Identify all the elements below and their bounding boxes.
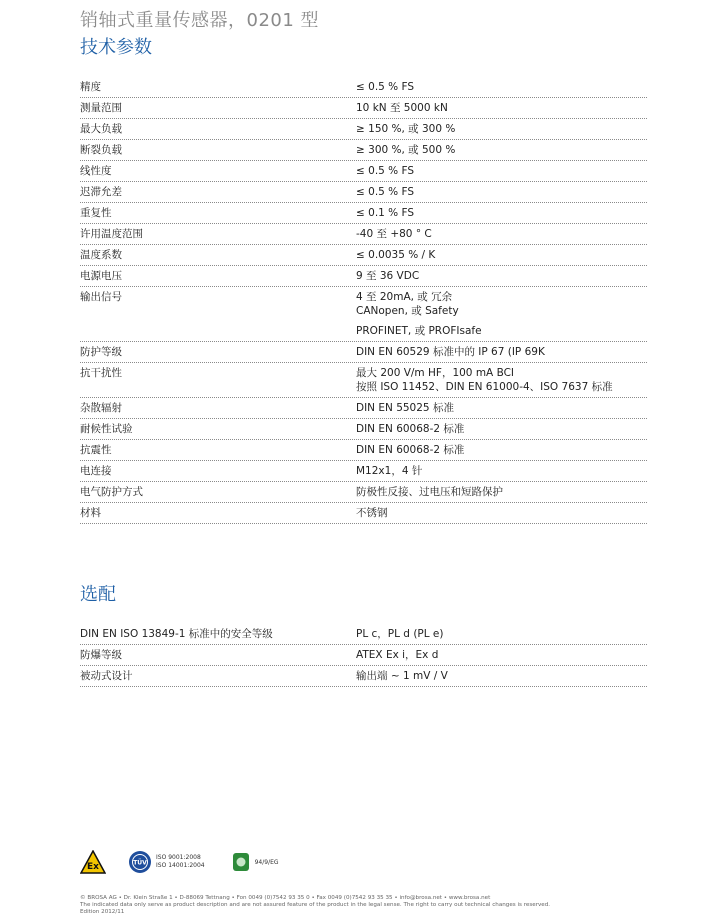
spec-label: 杂散辐射 bbox=[80, 402, 122, 414]
spec-row bbox=[80, 287, 647, 342]
eu-directive-icon bbox=[231, 850, 251, 874]
spec-row bbox=[80, 77, 647, 98]
spec-value bbox=[356, 164, 647, 178]
option-value-line: 输出端 ~ 1 mV / V bbox=[356, 670, 448, 682]
footer-disclaimer: The indicated data only serve as product description and are not assured feature of the product in the legal sense. The right to carry out technical changes is reserved. bbox=[80, 902, 551, 908]
footer-edition: Edition 2012/11 bbox=[80, 909, 125, 915]
spec-row bbox=[80, 440, 647, 461]
spec-value bbox=[356, 345, 647, 359]
spec-row bbox=[80, 119, 647, 140]
spec-row bbox=[80, 363, 647, 398]
spec-label: 重复性 bbox=[80, 207, 112, 219]
spec-row bbox=[80, 342, 647, 363]
spec-value-line: 4 至 20mA, 或 冗余 bbox=[356, 291, 453, 303]
spec-label: 电源电压 bbox=[80, 270, 122, 282]
spec-value-line: 防极性反接、过电压和短路保护 bbox=[356, 486, 503, 498]
spec-value bbox=[356, 143, 647, 157]
spec-value-line: DIN EN 60068-2 标准 bbox=[356, 423, 465, 435]
spec-value-line: PROFINET, 或 PROFIsafe bbox=[356, 325, 482, 337]
spec-value-line: 不锈钢 bbox=[356, 507, 388, 519]
spec-row bbox=[80, 140, 647, 161]
ex-atex-icon bbox=[80, 850, 106, 874]
spec-label: 精度 bbox=[80, 81, 101, 93]
specs-heading: 技术参数 bbox=[80, 37, 152, 58]
spec-row bbox=[80, 503, 647, 524]
spec-value bbox=[356, 206, 647, 220]
ex-mark-text: Ex bbox=[87, 862, 99, 872]
option-label: 防爆等级 bbox=[80, 649, 122, 661]
options-table bbox=[80, 624, 647, 687]
iso-certifications bbox=[156, 854, 205, 870]
spec-label: 输出信号 bbox=[80, 291, 122, 303]
spec-row bbox=[80, 203, 647, 224]
spec-value bbox=[356, 122, 647, 136]
spec-value-line: 9 至 36 VDC bbox=[356, 270, 420, 282]
spec-value-line: -40 至 +80 ° C bbox=[356, 228, 432, 240]
spec-row bbox=[80, 266, 647, 287]
spec-value-line: DIN EN 60068-2 标准 bbox=[356, 444, 465, 456]
spec-label: 许用温度范围 bbox=[80, 228, 143, 240]
spec-row bbox=[80, 398, 647, 419]
option-label: DIN EN ISO 13849-1 标准中的安全等级 bbox=[80, 628, 273, 640]
spec-value bbox=[356, 422, 647, 436]
spec-label: 抗震性 bbox=[80, 444, 112, 456]
spec-row bbox=[80, 161, 647, 182]
spec-value bbox=[356, 443, 647, 457]
spec-row bbox=[80, 419, 647, 440]
option-label: 被动式设计 bbox=[80, 670, 133, 682]
spec-value bbox=[356, 80, 647, 94]
certification-logos bbox=[80, 848, 279, 876]
spec-value-line: 最大 200 V/m HF，100 mA BCI bbox=[356, 367, 515, 379]
spec-row bbox=[80, 245, 647, 266]
spec-row bbox=[80, 482, 647, 503]
spec-label: 耐候性试验 bbox=[80, 423, 133, 435]
spec-value-line: ≥ 150 %, 或 300 % bbox=[356, 123, 456, 135]
spec-value bbox=[356, 464, 647, 478]
option-row bbox=[80, 645, 647, 666]
footer-address: © BROSA AG • Dr. Klein Straße 1 • D-88069 Tettnang • Fon 0049 (0)7542 93 35 0 • Fax 0049 (0)7542 93 35 35 • info@brosa.net • www.brosa.net bbox=[80, 895, 491, 901]
spec-value-line: ≤ 0.5 % FS bbox=[356, 81, 415, 93]
spec-value-line: 10 kN 至 5000 kN bbox=[356, 102, 448, 114]
tuv-seal-icon bbox=[128, 850, 152, 874]
spec-value-line: 按照 ISO 11452、DIN EN 61000-4、ISO 7637 标准 bbox=[356, 381, 613, 393]
spec-value bbox=[356, 227, 647, 241]
spec-value bbox=[356, 269, 647, 283]
iso-14001-label: ISO 14001:2004 bbox=[156, 862, 205, 869]
spec-value bbox=[356, 401, 647, 415]
option-row bbox=[80, 666, 647, 687]
spec-label: 材料 bbox=[80, 507, 101, 519]
spec-label: 最大负载 bbox=[80, 123, 122, 135]
spec-label: 迟滞允差 bbox=[80, 186, 122, 198]
iso-9001-label: ISO 9001:2008 bbox=[156, 854, 201, 861]
spec-value bbox=[356, 101, 647, 115]
tuv-mark-text: TÜV bbox=[133, 859, 147, 867]
spec-label: 断裂负载 bbox=[80, 144, 122, 156]
spec-value-line: ≤ 0.0035 % / K bbox=[356, 249, 436, 261]
spec-value bbox=[356, 185, 647, 199]
spec-row bbox=[80, 224, 647, 245]
spec-value bbox=[356, 248, 647, 262]
spec-row bbox=[80, 461, 647, 482]
specs-table bbox=[80, 77, 647, 524]
spec-label: 防护等级 bbox=[80, 346, 122, 358]
spec-value-line: DIN EN 55025 标准 bbox=[356, 402, 454, 414]
eu-directive-label: 94/9/EG bbox=[254, 858, 279, 866]
spec-value-line: CANopen, 或 Safety bbox=[356, 305, 459, 317]
spec-value bbox=[356, 290, 647, 338]
spec-label: 温度系数 bbox=[80, 249, 122, 261]
spec-label: 电气防护方式 bbox=[80, 486, 143, 498]
option-value bbox=[356, 648, 647, 662]
spec-label: 电连接 bbox=[80, 465, 112, 477]
option-row bbox=[80, 624, 647, 645]
footer bbox=[80, 895, 550, 916]
spec-value bbox=[356, 366, 647, 394]
spec-value-line: DIN EN 60529 标准中的 IP 67 (IP 69K bbox=[356, 346, 545, 358]
spec-value-line: ≥ 300 %, 或 500 % bbox=[356, 144, 456, 156]
spec-label: 线性度 bbox=[80, 165, 112, 177]
spec-label: 抗干扰性 bbox=[80, 367, 122, 379]
spec-value-line: ≤ 0.1 % FS bbox=[356, 207, 415, 219]
spec-value-line: ≤ 0.5 % FS bbox=[356, 165, 415, 177]
spec-value bbox=[356, 485, 647, 499]
option-value-line: ATEX Ex i，Ex d bbox=[356, 649, 439, 661]
spec-row bbox=[80, 182, 647, 203]
spec-label: 测量范围 bbox=[80, 102, 122, 114]
options-heading: 选配 bbox=[80, 584, 116, 605]
spec-row bbox=[80, 98, 647, 119]
spec-value bbox=[356, 506, 647, 520]
option-value bbox=[356, 627, 647, 641]
option-value-line: PL c，PL d (PL e) bbox=[356, 628, 444, 640]
document-title: 销轴式重量传感器，0201 型 bbox=[80, 10, 320, 31]
option-value bbox=[356, 669, 647, 683]
spec-value-line: ≤ 0.5 % FS bbox=[356, 186, 415, 198]
spec-value-line: M12x1，4 针 bbox=[356, 465, 423, 477]
